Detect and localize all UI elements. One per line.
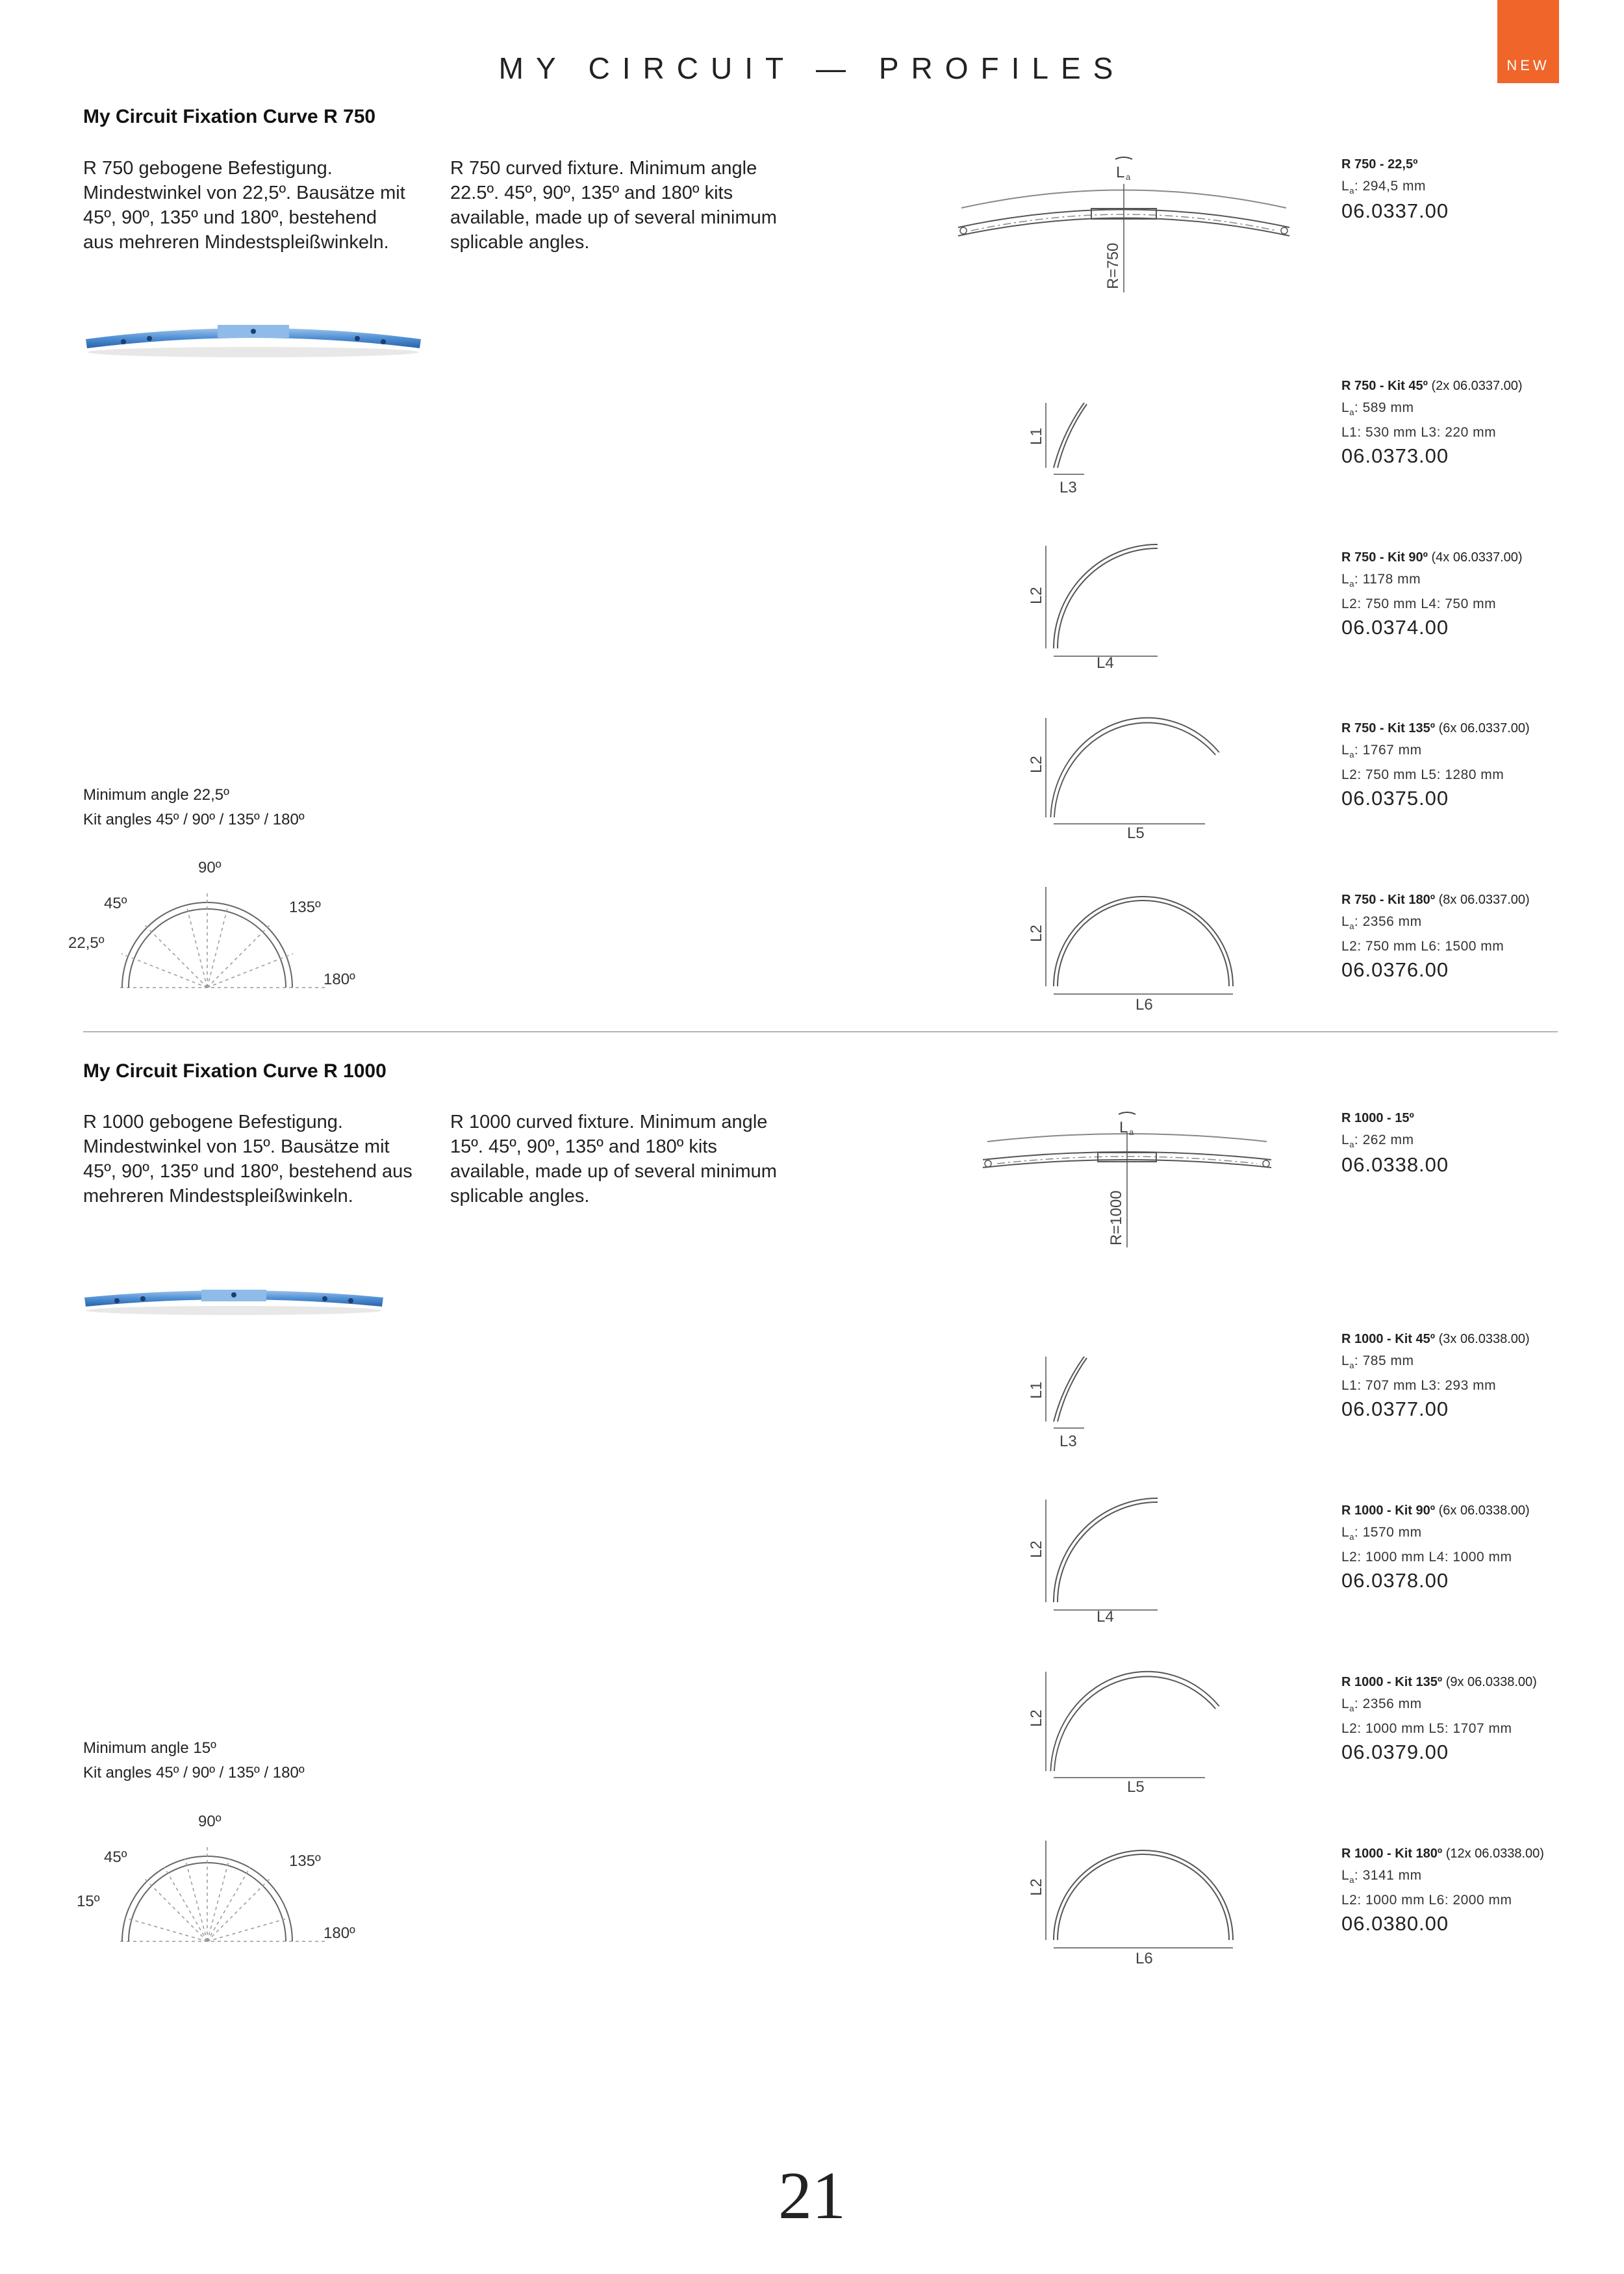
la-prefix: L	[1341, 1696, 1350, 1711]
la-sub: a	[1349, 1875, 1354, 1885]
dim-label-h: L4	[1097, 1608, 1114, 1623]
product-r1000-kit135	[1341, 1675, 1537, 1764]
kit-diagram-r750-180	[1010, 877, 1244, 1014]
la-sub: a	[1349, 579, 1354, 589]
product-name: R 750 - Kit 135º	[1341, 721, 1436, 735]
product-dimensions: L2: 750 mm L4: 750 mm	[1341, 596, 1497, 612]
la-prefix: L	[1341, 400, 1350, 415]
la-sub-r750: a	[1126, 172, 1131, 182]
fixation-profile-image-r750	[78, 305, 429, 364]
product-dimensions: L2: 1000 mm L5: 1707 mm	[1341, 1721, 1512, 1737]
la-value: : 262 mm	[1354, 1132, 1414, 1147]
la-sub: a	[1349, 186, 1354, 196]
product-r750-22-5	[1341, 157, 1449, 223]
dim-label-h: L5	[1127, 1778, 1145, 1796]
product-name: R 750 - Kit 180º	[1341, 893, 1436, 907]
product-r1000-kit90	[1341, 1503, 1530, 1592]
kit-diagram-r1000-180	[1010, 1831, 1244, 1967]
product-dimensions: L2: 1000 mm L4: 1000 mm	[1341, 1550, 1512, 1565]
la-sub: a	[1349, 1140, 1354, 1150]
kit-diagram-r750-135	[1010, 708, 1224, 845]
product-name: R 1000 - Kit 180º	[1341, 1846, 1443, 1861]
product-code: 06.0373.00	[1341, 444, 1449, 468]
section-divider	[83, 1031, 1558, 1032]
product-code: 06.0378.00	[1341, 1569, 1449, 1592]
dim-label-h: L5	[1127, 824, 1145, 842]
product-r750-kit135	[1341, 721, 1530, 810]
la-sub: a	[1349, 1361, 1354, 1371]
product-code: 06.0376.00	[1341, 958, 1449, 982]
product-code: 06.0338.00	[1341, 1153, 1449, 1177]
la-label-r1000: L	[1119, 1119, 1128, 1136]
la-prefix: L	[1341, 572, 1350, 587]
product-code: 06.0374.00	[1341, 616, 1449, 639]
kit-angles-text-r1000: Kit angles 45º / 90º / 135º / 180º	[83, 1764, 305, 1782]
la-sub: a	[1349, 407, 1354, 418]
product-r1000-kit45	[1341, 1332, 1530, 1421]
product-code: 06.0337.00	[1341, 199, 1449, 223]
dim-label-v: L2	[1028, 925, 1045, 942]
la-sub: a	[1349, 1532, 1354, 1542]
min-angle-text-r1000: Minimum angle 15º	[83, 1739, 216, 1757]
kit-diagram-r1000-45	[1010, 1350, 1140, 1454]
kit-angles-text-r750: Kit angles 45º / 90º / 135º / 180º	[83, 811, 305, 828]
dim-label-v: L1	[1028, 428, 1045, 445]
product-r1000-15	[1341, 1111, 1449, 1177]
la-sub: a	[1349, 1704, 1354, 1714]
product-dimensions: L1: 530 mm L3: 220 mm	[1341, 425, 1497, 441]
product-name-suffix: (12x 06.0338.00)	[1442, 1846, 1544, 1861]
product-dimensions: L2: 1000 mm L6: 2000 mm	[1341, 1893, 1512, 1908]
product-r1000-kit180	[1341, 1846, 1544, 1935]
la-value: : 785 mm	[1354, 1353, 1414, 1368]
la-value: : 1570 mm	[1354, 1525, 1422, 1540]
product-name: R 750 - Kit 45º	[1341, 379, 1428, 393]
angle-label-min: 22,5º	[68, 934, 105, 952]
min-angle-text-r750: Minimum angle 22,5º	[83, 786, 229, 804]
product-name: R 1000 - Kit 45º	[1341, 1332, 1436, 1346]
angle-label-135: 135º	[289, 899, 321, 916]
dim-label-v: L2	[1028, 1540, 1045, 1558]
product-r750-kit90	[1341, 550, 1523, 639]
product-dimensions: L1: 707 mm L3: 293 mm	[1341, 1378, 1497, 1394]
dim-label-v: L2	[1028, 1878, 1045, 1896]
la-prefix: L	[1341, 1868, 1350, 1883]
page-number: 21	[778, 2158, 846, 2233]
product-name-suffix: (8x 06.0337.00)	[1435, 893, 1530, 907]
section-title-r1000: My Circuit Fixation Curve R 1000	[83, 1060, 387, 1082]
product-name-suffix: (9x 06.0338.00)	[1442, 1675, 1537, 1689]
product-code: 06.0375.00	[1341, 787, 1449, 810]
radius-label-r750: R=750	[1104, 242, 1122, 289]
kit-diagram-r1000-135	[1010, 1662, 1224, 1798]
description-de-r1000: R 1000 gebogene Befestigung. Mindestwinkel von 15º. Bausätze mit 45º, 90º, 135º und 180º, bestehend aus mehreren Mindestspleißwinkeln.	[83, 1112, 412, 1207]
la-prefix: L	[1341, 743, 1350, 758]
product-r750-kit180	[1341, 893, 1530, 982]
la-prefix: L	[1341, 1353, 1350, 1368]
description-en-r1000: R 1000 curved fixture. Minimum angle 15º. 45º, 90º, 135º and 180º kits available, made up of several minimum splicable angles.	[450, 1112, 777, 1207]
la-sub-r1000: a	[1129, 1127, 1134, 1137]
segment-drawing-r1000	[971, 1101, 1283, 1257]
dim-label-h: L3	[1059, 479, 1077, 496]
la-label-r750: L	[1116, 164, 1125, 181]
product-code: 06.0379.00	[1341, 1741, 1449, 1764]
product-name: R 1000 - Kit 135º	[1341, 1675, 1443, 1689]
product-name-suffix: (6x 06.0337.00)	[1435, 721, 1530, 735]
product-code: 06.0377.00	[1341, 1398, 1449, 1421]
description-de-r750: R 750 gebogene Befestigung. Mindestwinkel von 22,5º. Bausätze mit 45º, 90º, 135º und 180º, bestehend aus mehreren Mindestspleißwinkeln.	[83, 158, 405, 253]
product-name: R 1000 - 15º	[1341, 1111, 1414, 1125]
la-value: : 2356 mm	[1354, 914, 1422, 929]
la-prefix: L	[1341, 179, 1350, 194]
angle-label-min: 15º	[77, 1893, 100, 1910]
la-value: : 294,5 mm	[1354, 179, 1426, 194]
la-sub: a	[1349, 750, 1354, 760]
product-dimensions: L2: 750 mm L5: 1280 mm	[1341, 767, 1504, 783]
kit-diagram-r750-90	[1010, 539, 1179, 669]
radius-label-r1000: R=1000	[1108, 1190, 1125, 1246]
section-title-r750: My Circuit Fixation Curve R 750	[83, 106, 376, 127]
dim-label-v: L1	[1028, 1381, 1045, 1399]
page-title: MY CIRCUIT — PROFILES	[498, 51, 1126, 85]
la-value: : 3141 mm	[1354, 1868, 1422, 1883]
product-name: R 750 - Kit 90º	[1341, 550, 1428, 565]
la-value: : 2356 mm	[1354, 1696, 1422, 1711]
angle-label-45: 45º	[104, 1848, 127, 1866]
product-name-suffix: (3x 06.0338.00)	[1435, 1332, 1530, 1346]
product-name-suffix: (2x 06.0337.00)	[1427, 379, 1523, 393]
dim-label-h: L4	[1097, 654, 1114, 669]
dim-label-v: L2	[1028, 1709, 1045, 1727]
product-dimensions: L2: 750 mm L6: 1500 mm	[1341, 939, 1504, 954]
dim-label-h: L6	[1136, 996, 1153, 1014]
dim-label-h: L6	[1136, 1950, 1153, 1967]
kit-diagram-r750-45	[1010, 396, 1140, 500]
fixation-profile-image-r1000	[78, 1270, 390, 1322]
la-value: : 589 mm	[1354, 400, 1414, 415]
segment-drawing-r750	[945, 146, 1296, 302]
description-en-r750: R 750 curved fixture. Minimum angle 22.5º. 45º, 90º, 135º and 180º kits available, made up of several minimum splicable angles.	[450, 158, 777, 253]
angle-label-90: 90º	[198, 1813, 222, 1830]
la-prefix: L	[1341, 914, 1350, 929]
dim-label-v: L2	[1028, 587, 1045, 604]
dim-label-h: L3	[1059, 1433, 1077, 1450]
kit-diagram-r1000-90	[1010, 1493, 1179, 1623]
product-code: 06.0380.00	[1341, 1912, 1449, 1935]
new-badge-label: NEW	[1506, 57, 1550, 73]
la-value: : 1178 mm	[1354, 572, 1421, 587]
la-sub: a	[1349, 921, 1354, 932]
product-name: R 750 - 22,5º	[1341, 157, 1418, 172]
dim-label-v: L2	[1028, 756, 1045, 773]
angle-label-135: 135º	[289, 1852, 321, 1870]
product-name-suffix: (6x 06.0338.00)	[1435, 1503, 1530, 1518]
angle-label-180: 180º	[324, 1924, 355, 1942]
product-name-suffix: (4x 06.0337.00)	[1427, 550, 1523, 565]
new-badge	[1497, 0, 1559, 83]
angle-label-90: 90º	[198, 859, 222, 876]
angle-label-180: 180º	[324, 971, 355, 988]
product-name: R 1000 - Kit 90º	[1341, 1503, 1436, 1518]
la-prefix: L	[1341, 1525, 1350, 1540]
la-value: : 1767 mm	[1354, 743, 1422, 758]
angle-label-45: 45º	[104, 895, 127, 912]
product-r750-kit45	[1341, 379, 1523, 468]
la-prefix: L	[1341, 1132, 1350, 1147]
